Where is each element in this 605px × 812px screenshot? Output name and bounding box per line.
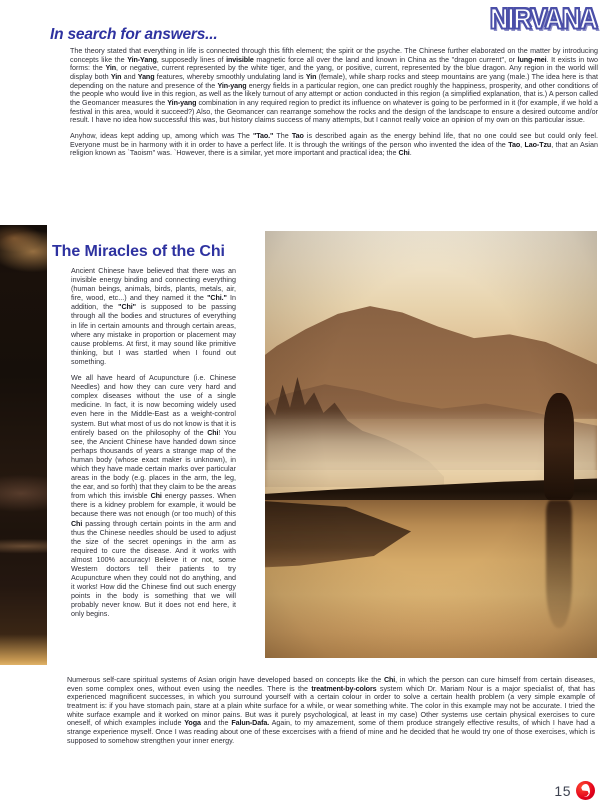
term-chi: Chi (71, 519, 83, 528)
term-yin: Yin (105, 64, 116, 73)
term-lao-tzu: Lao-Tzu (524, 140, 552, 149)
term-treatment-by-colors: treatment-by-colors (311, 684, 377, 693)
term-chi: Chi (150, 492, 162, 501)
heading-the-miracles-of-the-chi: The Miracles of the Chi (52, 243, 225, 260)
masthead (485, 2, 597, 35)
term-yin: Yin (110, 72, 122, 81)
text-run: and (121, 72, 138, 81)
closing-paragraph (67, 676, 595, 745)
text-run: In addition, the (71, 294, 237, 312)
text-run: , that an Asian religion known as `Taoism" was. `However, there is a similar, yet more important and practical idea; the (70, 140, 598, 158)
page-number: 15 (554, 782, 571, 799)
text-run: is described again as the energy behind life, that no one could see but could only feel. Everyone must be in harmony with it in order to have a perfect life. It is through the writings of the person who invented the idea of the (70, 131, 598, 149)
left-edge-photo-strip (0, 225, 47, 665)
term-yin-yang: Yin-yang (217, 81, 247, 90)
term-yang: Yang (137, 72, 155, 81)
term-falun-dafa: Falun-Dafa. (231, 719, 270, 728)
term-chi: "Chi" (118, 303, 136, 312)
term-invisible: invisible (226, 55, 254, 64)
text-run: magnetic force all over the land and known in China as the "dragon current", or (253, 55, 518, 64)
text-run: , supposedly lines of (156, 55, 227, 64)
term-chi: Chi (383, 676, 396, 684)
term-yoga: Yoga (184, 719, 201, 728)
chi-paragraph-1 (71, 267, 236, 367)
heading-in-search-for-answers: In search for answers... (50, 26, 218, 43)
text-run: features, whereby smoothly undulating land is (154, 72, 306, 81)
nirvana-logo: NIRVANA (489, 2, 597, 35)
term-chi: Chi (207, 428, 219, 437)
text-run: passing through certain points in the arm and thus the Chinese needles should be used to adjust the size of the secret openings in the arm as required to cure the disease. And it works with almost 100% accuracy! Believe it or not, some Western doctors tell their patients to try Acupuncture when they could not do anything, and it works! How did the Chinese find out such energy points in the body is something that we will probably never know. But it does not end here, it only begins. (71, 519, 236, 619)
text-run: and the (200, 719, 232, 728)
term-lung-mei: lung-mei (517, 55, 547, 64)
text-run: combination in any required region to predict its influence on whatever is going to be performed in it (for example, if we hold a festival in this area, would it succeed?) Also, the Geomancer can rearrange somehow the rocks and the design of the landscape to ensure a desired outcome and/or result. I have no idea how successful this was, but history claims success of many attempts, but I cannot really voice an opinion of my own on this particular issue. (70, 98, 598, 125)
intro-body-text (70, 47, 598, 158)
text-run: system which Dr. Mariam Nour is a major specialist of, that has experienced magnificent successes, in which you surround yourself with a certain colour in order to solve a certain health problem (a very simple example of treatment is: if you have stomach pain, stare at a plain white surface for a while, or wear something white. The color in this example may not be accurate. I tried the white surface example and it worked on minor pains. But was it purely psychological, at least in my case) Other systems use certain physical exercises to cure oneself, of which examples include (67, 684, 596, 728)
text-run: Again, to my amazement, some of them produce strangely effective results, of which I have had a strange experience myself. Once I was reading about one of these excercises with a friend of mine and he decided that he would try one of those exercises, which is supposed to somehow strengthen your inner energy. (67, 719, 595, 745)
landscape-photo-lake-at-dusk (265, 231, 597, 658)
text-run: ! You see, the Ancient Chinese have handed down since perhaps thousands of years a strange map of the human body (whose exact maker is unknown), in which they have made certain marks over particular areas in the body (e.g. places in the arm, the leg, the ear, and so forth) that they claim to be the areas from which this invisble (71, 428, 236, 501)
intro-paragraph-1 (70, 47, 598, 125)
text-run: energy fields in a particular region, one can predict roughly the happiness, prosperity, and other conditions of the people who would live in this region, as well as the likely turnout of any attempt or action conducted in this region (a simplified explanation, that is.) A person called the Geomancer measures the (70, 81, 598, 107)
text-run: , in which the person can cure himself from certain diseases, even some complex ones, without even using the needles. There is the (67, 676, 595, 693)
term-tao: "Tao." (253, 131, 274, 140)
publisher-logo-icon (576, 781, 595, 800)
closing-body-text (67, 676, 595, 745)
text-run: (female), while sharp rocks and steep mountains are yang (male.) The idea here is that depending on the nature and presence of the (70, 72, 599, 90)
chi-column-body-text (71, 267, 236, 620)
term-yin-yang: Yin-Yang (127, 55, 157, 64)
text-run: energy passes. When there is a kidney problem for example, it would be because there was not enough (or too much) of this (71, 492, 236, 519)
text-run: is supposed to be passing through all the bodies and structures of everything in life in certain amounts and through certain areas, where any mistake in proportion or placement may cause problems. At first, it may sound like primitive thinking, but I was startled when I found out something. (71, 303, 237, 366)
term-yin-yang: Yin-yang (167, 98, 197, 107)
chi-paragraph-2 (71, 374, 236, 620)
text-run: , (520, 140, 525, 149)
text-run: , or negative, current represented by the white tiger, and the yang, or positive, current, represented by the blue dragon. Any region in the world will display both (70, 64, 598, 81)
page-footer (554, 781, 595, 800)
text-run: The theory stated that everything in life is connected through this fifth element; the spirit or the psyche. The Chinese further elaborated on the matter by introducing concepts like the (70, 47, 598, 64)
text-run: . It exists in two forms: the (70, 55, 598, 73)
text-run: Anyhow, ideas kept adding up, among which was The (70, 131, 253, 140)
term-tao: Tao (291, 131, 304, 140)
text-run: . (409, 149, 412, 158)
term-chi: Chi (398, 149, 410, 158)
text-run: The (273, 131, 292, 140)
term-chi: "Chi." (207, 294, 227, 303)
text-run: Ancient Chinese have believed that there was an invisible energy binding and connecting everything (human beings, animals, birds, plants, metals, air, fire, wood, etc...) and they named it the (71, 267, 236, 303)
photo-vignette (265, 231, 597, 658)
text-run: Numerous self-care spiritual systems of Asian origin have developed based on concepts like the (67, 676, 384, 684)
term-yin: Yin (305, 72, 317, 81)
intro-paragraph-2 (70, 132, 598, 158)
term-tao: Tao (508, 140, 521, 149)
text-run: We all have heard of Acupuncture (i.e. Chinese Needles) and how they can cure very hard and complex diseases without the use of a single medicine. In fact, it is now becoming widely used even here in the Middle-East as a weight-control system. But what most of us do not know is that it is entirely based on the philosophy of the (71, 374, 236, 437)
